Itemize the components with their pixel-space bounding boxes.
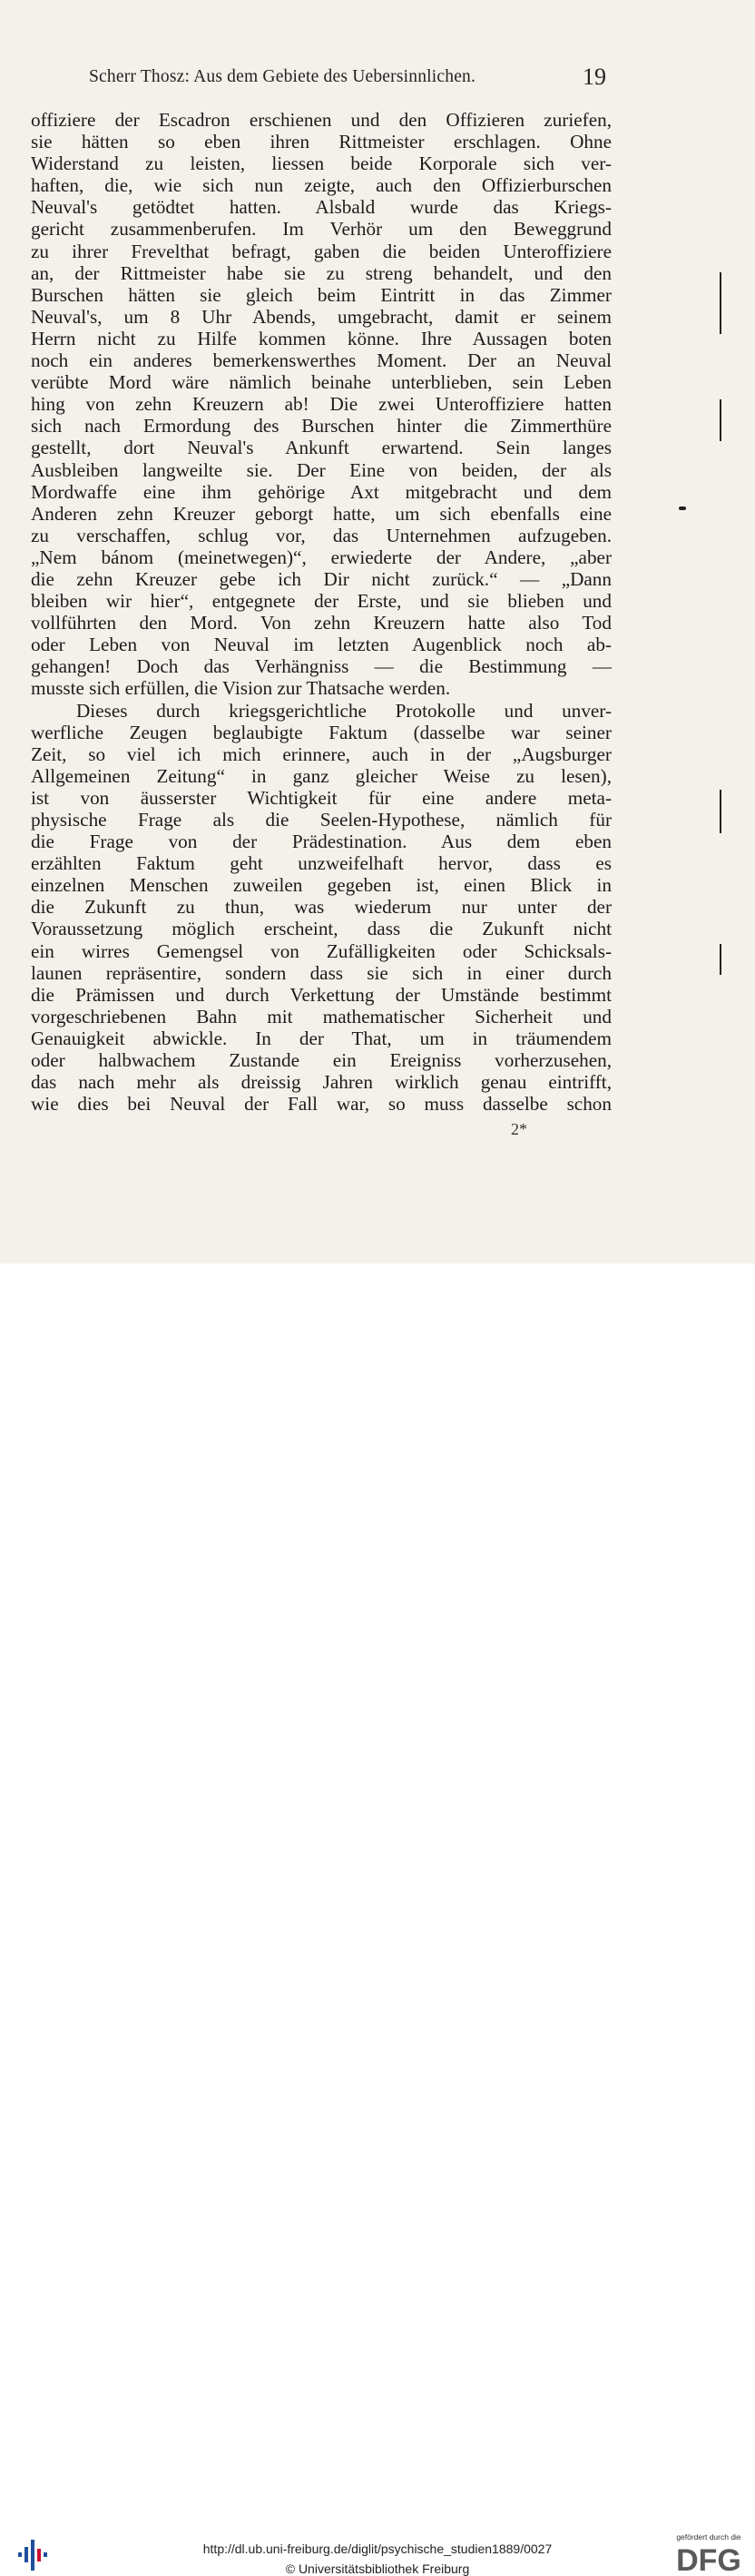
text-line: vorgeschriebenen Bahn mit mathematischer Sicherheit und bbox=[31, 1005, 612, 1027]
text-line: die zehn Kreuzer gebe ich Dir nicht zurück.“ — „Dann bbox=[31, 567, 612, 590]
margin-bar bbox=[720, 790, 721, 833]
text-line: oder halbwachem Zustande ein Ereigniss vorherzusehen, bbox=[31, 1049, 612, 1072]
text-line: werfliche Zeugen beglaubigte Faktum (dasselbe war seiner bbox=[31, 721, 612, 743]
signature-mark: 2* bbox=[511, 1120, 527, 1138]
text-line: Herrn nicht zu Hilfe kommen könne. Ihre Aussagen boten bbox=[31, 327, 612, 349]
text-line: sie hätten so eben ihren Rittmeister erschlagen. Ohne bbox=[31, 131, 612, 153]
copyright-notice: © Universitätsbibliothek Freiburg bbox=[285, 2561, 470, 2576]
body-text bbox=[31, 109, 612, 1115]
text-line: musste sich erfüllen, die Vision zur Thatsache werden. bbox=[31, 677, 451, 700]
text-line: das nach mehr als dreissig Jahren wirklich genau eintrifft, bbox=[31, 1071, 612, 1094]
text-line: einzelnen Menschen zuweilen gegeben ist, einen Blick in bbox=[31, 874, 612, 897]
text-line: Zeit, so viel ich mich erinnere, auch in der „Augsburger bbox=[31, 742, 612, 765]
text-line: Mordwaffe eine ihm gehörige Axt mitgebracht und dem bbox=[31, 480, 612, 503]
text-line: bleiben wir hier“, entgegnete der Erste, und sie blieben und bbox=[31, 590, 612, 613]
dfg-logo-text: DFG bbox=[676, 2543, 741, 2574]
text-line: launen repräsentire, sondern dass sie sich in einer durch bbox=[31, 961, 612, 984]
text-line: vollführten den Mord. Von zehn Kreuzern hatte also Tod bbox=[31, 612, 612, 634]
margin-dot bbox=[679, 506, 686, 510]
text-line: noch ein anderes bemerkenswerthes Moment. Der an Neuval bbox=[31, 349, 612, 372]
text-line: gestellt, dort Neuval's Ankunft erwartend. Sein langes bbox=[31, 437, 612, 459]
margin-bar bbox=[720, 944, 721, 975]
text-line: sich nach Ermordung des Burschen hinter die Zimmerthüre bbox=[31, 415, 612, 438]
text-line: zu ihrer Frevelthat befragt, gaben die beiden Unteroffiziere bbox=[31, 240, 612, 262]
text-line: erzählten Faktum geht unzweifelhaft hervor, dass es bbox=[31, 852, 612, 875]
text-line: die Prämissen und durch Verkettung der Umstände bestimmt bbox=[31, 983, 612, 1006]
text-line: physische Frage als die Seelen-Hypothese, nämlich für bbox=[31, 809, 612, 831]
viewer-footer bbox=[0, 1263, 755, 2576]
text-line: offiziere der Escadron erschienen und den Offizieren zuriefen, bbox=[31, 109, 612, 131]
running-title: Scherr Thosz: Aus dem Gebiete des Uebersinnlichen. bbox=[89, 67, 476, 86]
text-line: gehangen! Doch das Verhängniss — die Bestimmung — bbox=[31, 655, 612, 678]
text-line: Burschen hätten sie gleich beim Eintritt in das Zimmer bbox=[31, 283, 612, 306]
margin-bar bbox=[720, 272, 721, 334]
text-line: oder Leben von Neuval im letzten Augenblick noch ab- bbox=[31, 634, 612, 656]
text-line: die Zukunft zu thun, was wiederum nur unter der bbox=[31, 896, 612, 919]
margin-bar bbox=[720, 399, 721, 441]
text-line: Neuval's getödtet hatten. Alsbald wurde das Kriegs- bbox=[31, 196, 612, 219]
text-line: hing von zehn Kreuzern ab! Die zwei Unteroffiziere hatten bbox=[31, 393, 612, 416]
text-line: Dieses durch kriegsgerichtliche Protokolle und unver- bbox=[76, 699, 612, 722]
text-line: ist von äusserster Wichtigkeit für eine andere meta- bbox=[31, 786, 612, 809]
text-line: gericht zusammenberufen. Im Verhör um den Beweggrund bbox=[31, 218, 612, 241]
text-line: die Frage von der Prädestination. Aus dem eben bbox=[31, 831, 612, 853]
dfg-logo-icon bbox=[670, 2543, 748, 2574]
text-line: Anderen zehn Kreuzer geborgt hatte, um sich ebenfalls eine bbox=[31, 502, 612, 525]
dfg-caption: gefördert durch die bbox=[676, 2532, 741, 2542]
text-line: Widerstand zu leisten, liessen beide Korporale sich ver- bbox=[31, 152, 612, 175]
text-line: Allgemeinen Zeitung“ in ganz gleicher Weise zu lesen), bbox=[31, 764, 612, 787]
text-line: Neuval's, um 8 Uhr Abends, umgebracht, damit er seinem bbox=[31, 305, 612, 328]
text-line: Ausbleiben langweilte sie. Der Eine von beiden, der als bbox=[31, 458, 612, 481]
scanned-page bbox=[0, 0, 755, 1263]
page-number: 19 bbox=[583, 64, 606, 90]
text-line: verübte Mord wäre nämlich beinahe unterblieben, sein Leben bbox=[31, 371, 612, 394]
source-url-link[interactable]: http://dl.ub.uni-freiburg.de/diglit/psychische_studien1889/0027 bbox=[202, 2542, 553, 2556]
text-line: an, der Rittmeister habe sie zu streng behandelt, und den bbox=[31, 261, 612, 284]
text-line: „Nem bánom (meinetwegen)“, erwiederte der Andere, „aber bbox=[31, 546, 612, 568]
text-line: wie dies bei Neuval der Fall war, so muss dasselbe schon bbox=[31, 1093, 612, 1116]
text-line: haften, die, wie sich nun zeigte, auch den Offizierburschen bbox=[31, 174, 612, 197]
text-line: Genauigkeit abwickle. In der That, um in träumendem bbox=[31, 1027, 612, 1049]
text-line: Voraussetzung möglich erscheint, dass die Zukunft nicht bbox=[31, 918, 612, 940]
text-line: ein wirres Gemengsel von Zufälligkeiten oder Schicksals- bbox=[31, 939, 612, 962]
text-line: zu verschaffen, schlug vor, das Unternehmen aufzugeben. bbox=[31, 524, 612, 546]
running-head bbox=[89, 64, 608, 91]
